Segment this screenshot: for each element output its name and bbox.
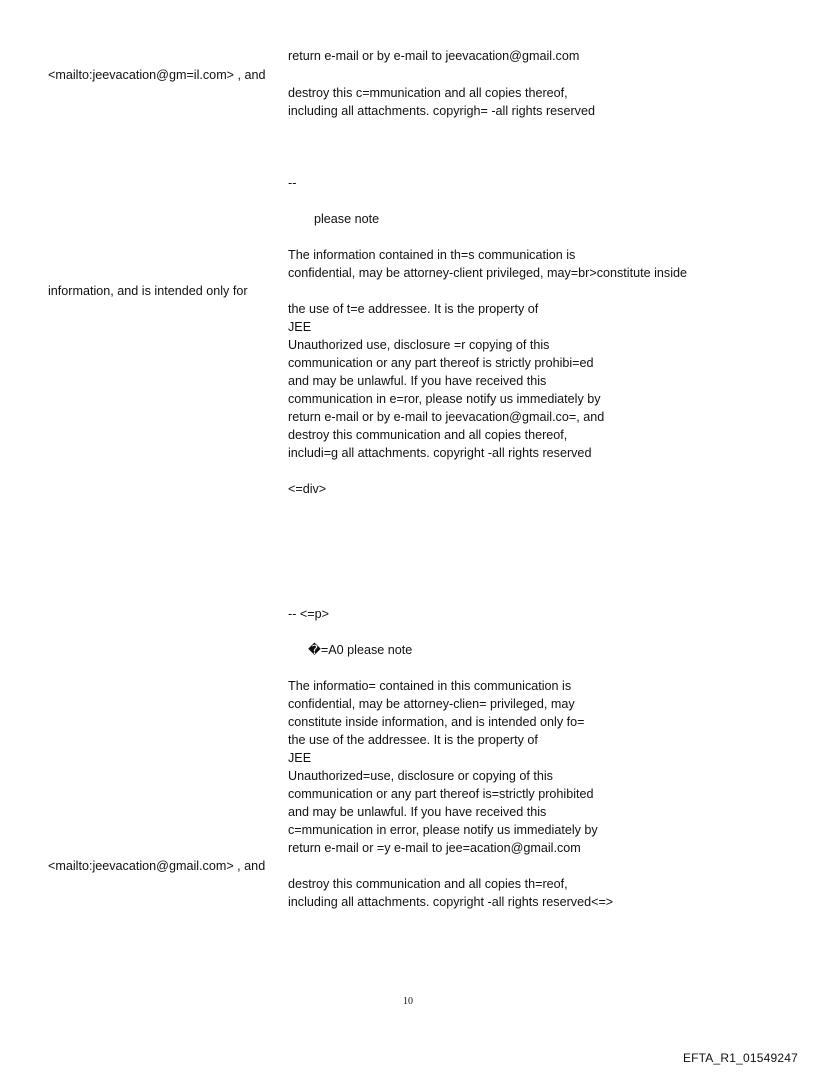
body-line: includi=g all attachments. copyright -all rights reserved [288, 446, 592, 460]
body-line: c=mmunication in error, please notify us immediately by [288, 823, 598, 837]
body-line: communication in e=ror, please notify us immediately by [288, 392, 601, 406]
body-line: Unauthorized use, disclosure =r copying of this [288, 338, 550, 352]
body-line: destroy this communication and all copies th=reof, [288, 877, 568, 891]
body-line: JEE [288, 320, 312, 334]
body-line: JEE [288, 751, 312, 765]
body-line: return e-mail or by e-mail to jeevacation@gmail.com [288, 49, 580, 63]
separator-dashes: -- <=p> [288, 607, 329, 621]
div-tag-line: <=div> [288, 482, 327, 496]
body-line: constitute inside information, and is intended only fo= [288, 715, 585, 729]
body-line: return e-mail or =y e-mail to jee=acation@gmail.com [288, 841, 581, 855]
mailto-line: <mailto:jeevacation@gmail.com> , and [48, 859, 266, 873]
body-line: the use of the addressee. It is the property of [288, 733, 538, 747]
page-number: 10 [403, 996, 413, 1007]
mailto-line: <mailto:jeevacation@gm=il.com> , and [48, 68, 266, 82]
body-line: including all attachments. copyright -all rights reserved<=> [288, 895, 614, 909]
body-line: The informatio= contained in this communication is [288, 679, 572, 693]
please-note-heading: please note [314, 212, 380, 226]
body-line: destroy this communication and all copies thereof, [288, 428, 568, 442]
body-line: including all attachments. copyrigh= -all rights reserved [288, 104, 595, 118]
wrapped-left-line: information, and is intended only for [48, 284, 248, 298]
body-line: communication or any part thereof is strictly prohibi=ed [288, 356, 594, 370]
body-line: and may be unlawful. If you have received this [288, 374, 547, 388]
body-line: destroy this c=mmunication and all copies thereof, [288, 86, 568, 100]
document-id: EFTA_R1_01549247 [682, 1051, 798, 1065]
body-line: confidential, may be attorney-client privileged, may=br>constitute inside [288, 266, 688, 280]
body-line: confidential, may be attorney-clien= privileged, may [288, 697, 575, 711]
please-note-heading: �=A0 please note [308, 643, 413, 657]
body-line: return e-mail or by e-mail to jeevacation@gmail.co=, and [288, 410, 605, 424]
body-line: The information contained in th=s communication is [288, 248, 576, 262]
body-line: the use of t=e addressee. It is the property of [288, 302, 539, 316]
body-line: Unauthorized=use, disclosure or copying of this [288, 769, 553, 783]
separator-dashes: -- [288, 176, 297, 190]
body-line: communication or any part thereof is=strictly prohibited [288, 787, 594, 801]
body-line: and may be unlawful. If you have received this [288, 805, 547, 819]
